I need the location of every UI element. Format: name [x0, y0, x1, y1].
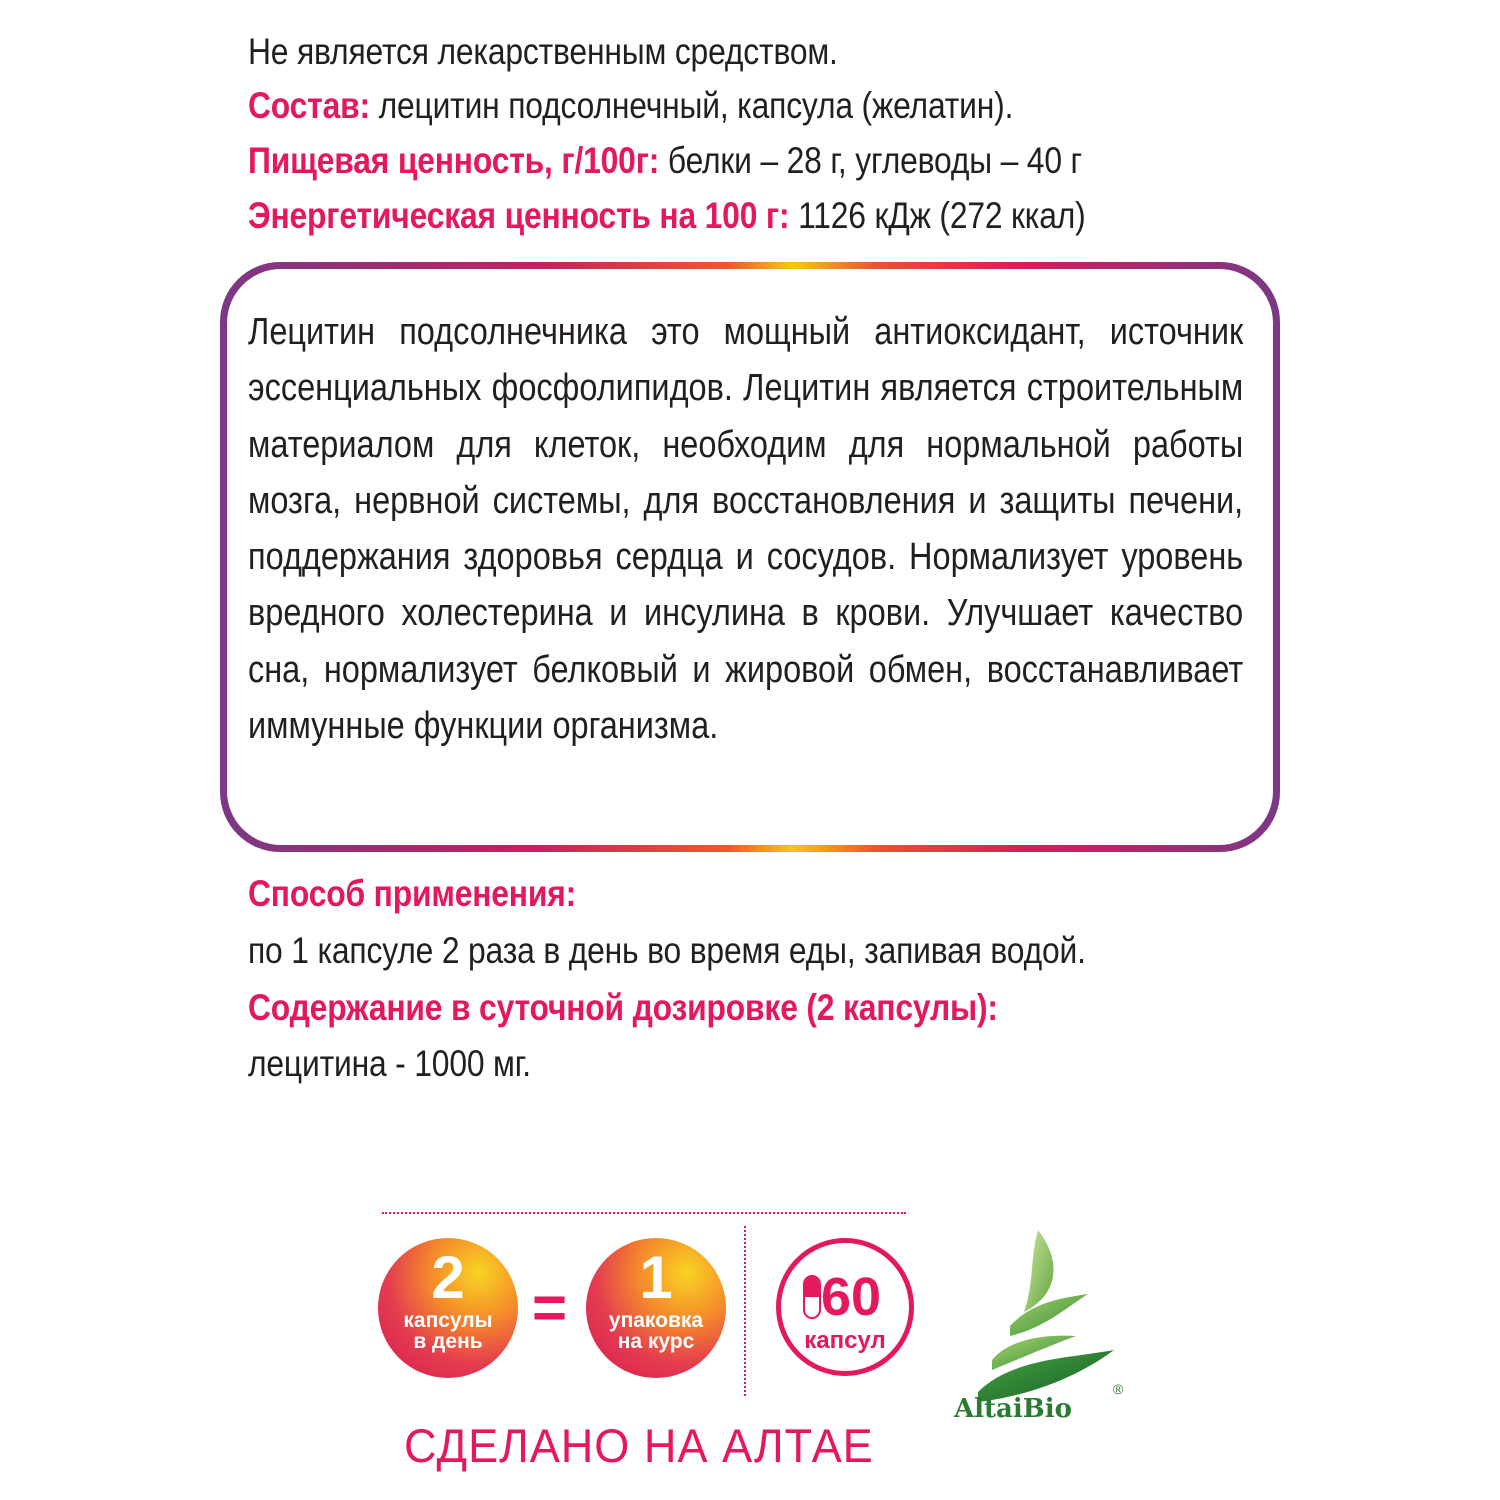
made-in-altai: СДЕЛАНО НА АЛТАЕ [404, 1419, 874, 1472]
dosage-label-line [248, 986, 998, 1030]
notice-line [248, 30, 838, 74]
dosage-label: Содержание в суточной дозировке (2 капсулы): [248, 987, 998, 1028]
usage-text: по 1 капсуле 2 раза в день во время еды, запивая водой. [248, 930, 1086, 971]
composition-value: лецитин подсолнечный, капсула (желатин). [369, 85, 1014, 126]
daily-dose-number: 2 [431, 1244, 465, 1311]
registered-mark: ® [1113, 1381, 1124, 1397]
nutrition-line [248, 139, 1082, 183]
course-pack-number: 1 [639, 1244, 673, 1311]
dotted-divider-horizontal [382, 1212, 906, 1214]
daily-dose-line2: в день [413, 1330, 483, 1353]
course-pack-line1: упаковка [608, 1309, 704, 1332]
daily-dose-badge [378, 1238, 518, 1378]
equals-sign: = [532, 1274, 568, 1341]
course-pack-badge [586, 1238, 726, 1378]
dosage-text: лецитина - 1000 мг. [248, 1043, 531, 1084]
capsule-icon [803, 1275, 821, 1319]
composition-label: Состав: [248, 85, 370, 126]
energy-label: Энергетическая ценность на 100 г: [248, 195, 790, 236]
notice-text: Не является лекарственным средством. [248, 31, 838, 72]
capsule-count-label: капсул [804, 1327, 886, 1354]
description-text: Лецитин подсолнечника это мощный антиоксидант, источник эссенциальных фосфолипидов. Лецитин является строительным материалом для клеток, необходим для нормальной работы мозга, нервной системы, для восстановления и защиты печени, поддержания здоровья сердца и сосудов. Нормализует уровень вредного холестерина и инсулина в крови. Улучшает качество сна, нормализует белковый и жировой обмен, восстанавливает иммунные функции организма. [248, 311, 1244, 748]
capsule-count-number: 60 [821, 1267, 882, 1327]
energy-value: 1126 кДж (272 ккал) [789, 195, 1086, 236]
course-pack-line2: на курс [617, 1330, 695, 1353]
energy-line [248, 194, 1086, 238]
dosage-text-line [248, 1042, 531, 1086]
nutrition-value: белки – 28 г, углеводы – 40 г [659, 140, 1082, 181]
nutrition-label: Пищевая ценность, г/100г: [248, 140, 660, 181]
brand-name: AltaiBio [954, 1394, 1072, 1424]
daily-dose-caption [378, 1310, 518, 1352]
usage-label-line [248, 872, 576, 916]
composition-line [248, 84, 1013, 128]
usage-text-line [248, 929, 1086, 973]
course-pack-caption [586, 1310, 726, 1352]
daily-dose-line1: капсулы [403, 1309, 493, 1332]
capsule-count-badge [776, 1238, 914, 1376]
usage-label: Способ применения: [248, 873, 577, 914]
dotted-divider-vertical [744, 1226, 746, 1396]
